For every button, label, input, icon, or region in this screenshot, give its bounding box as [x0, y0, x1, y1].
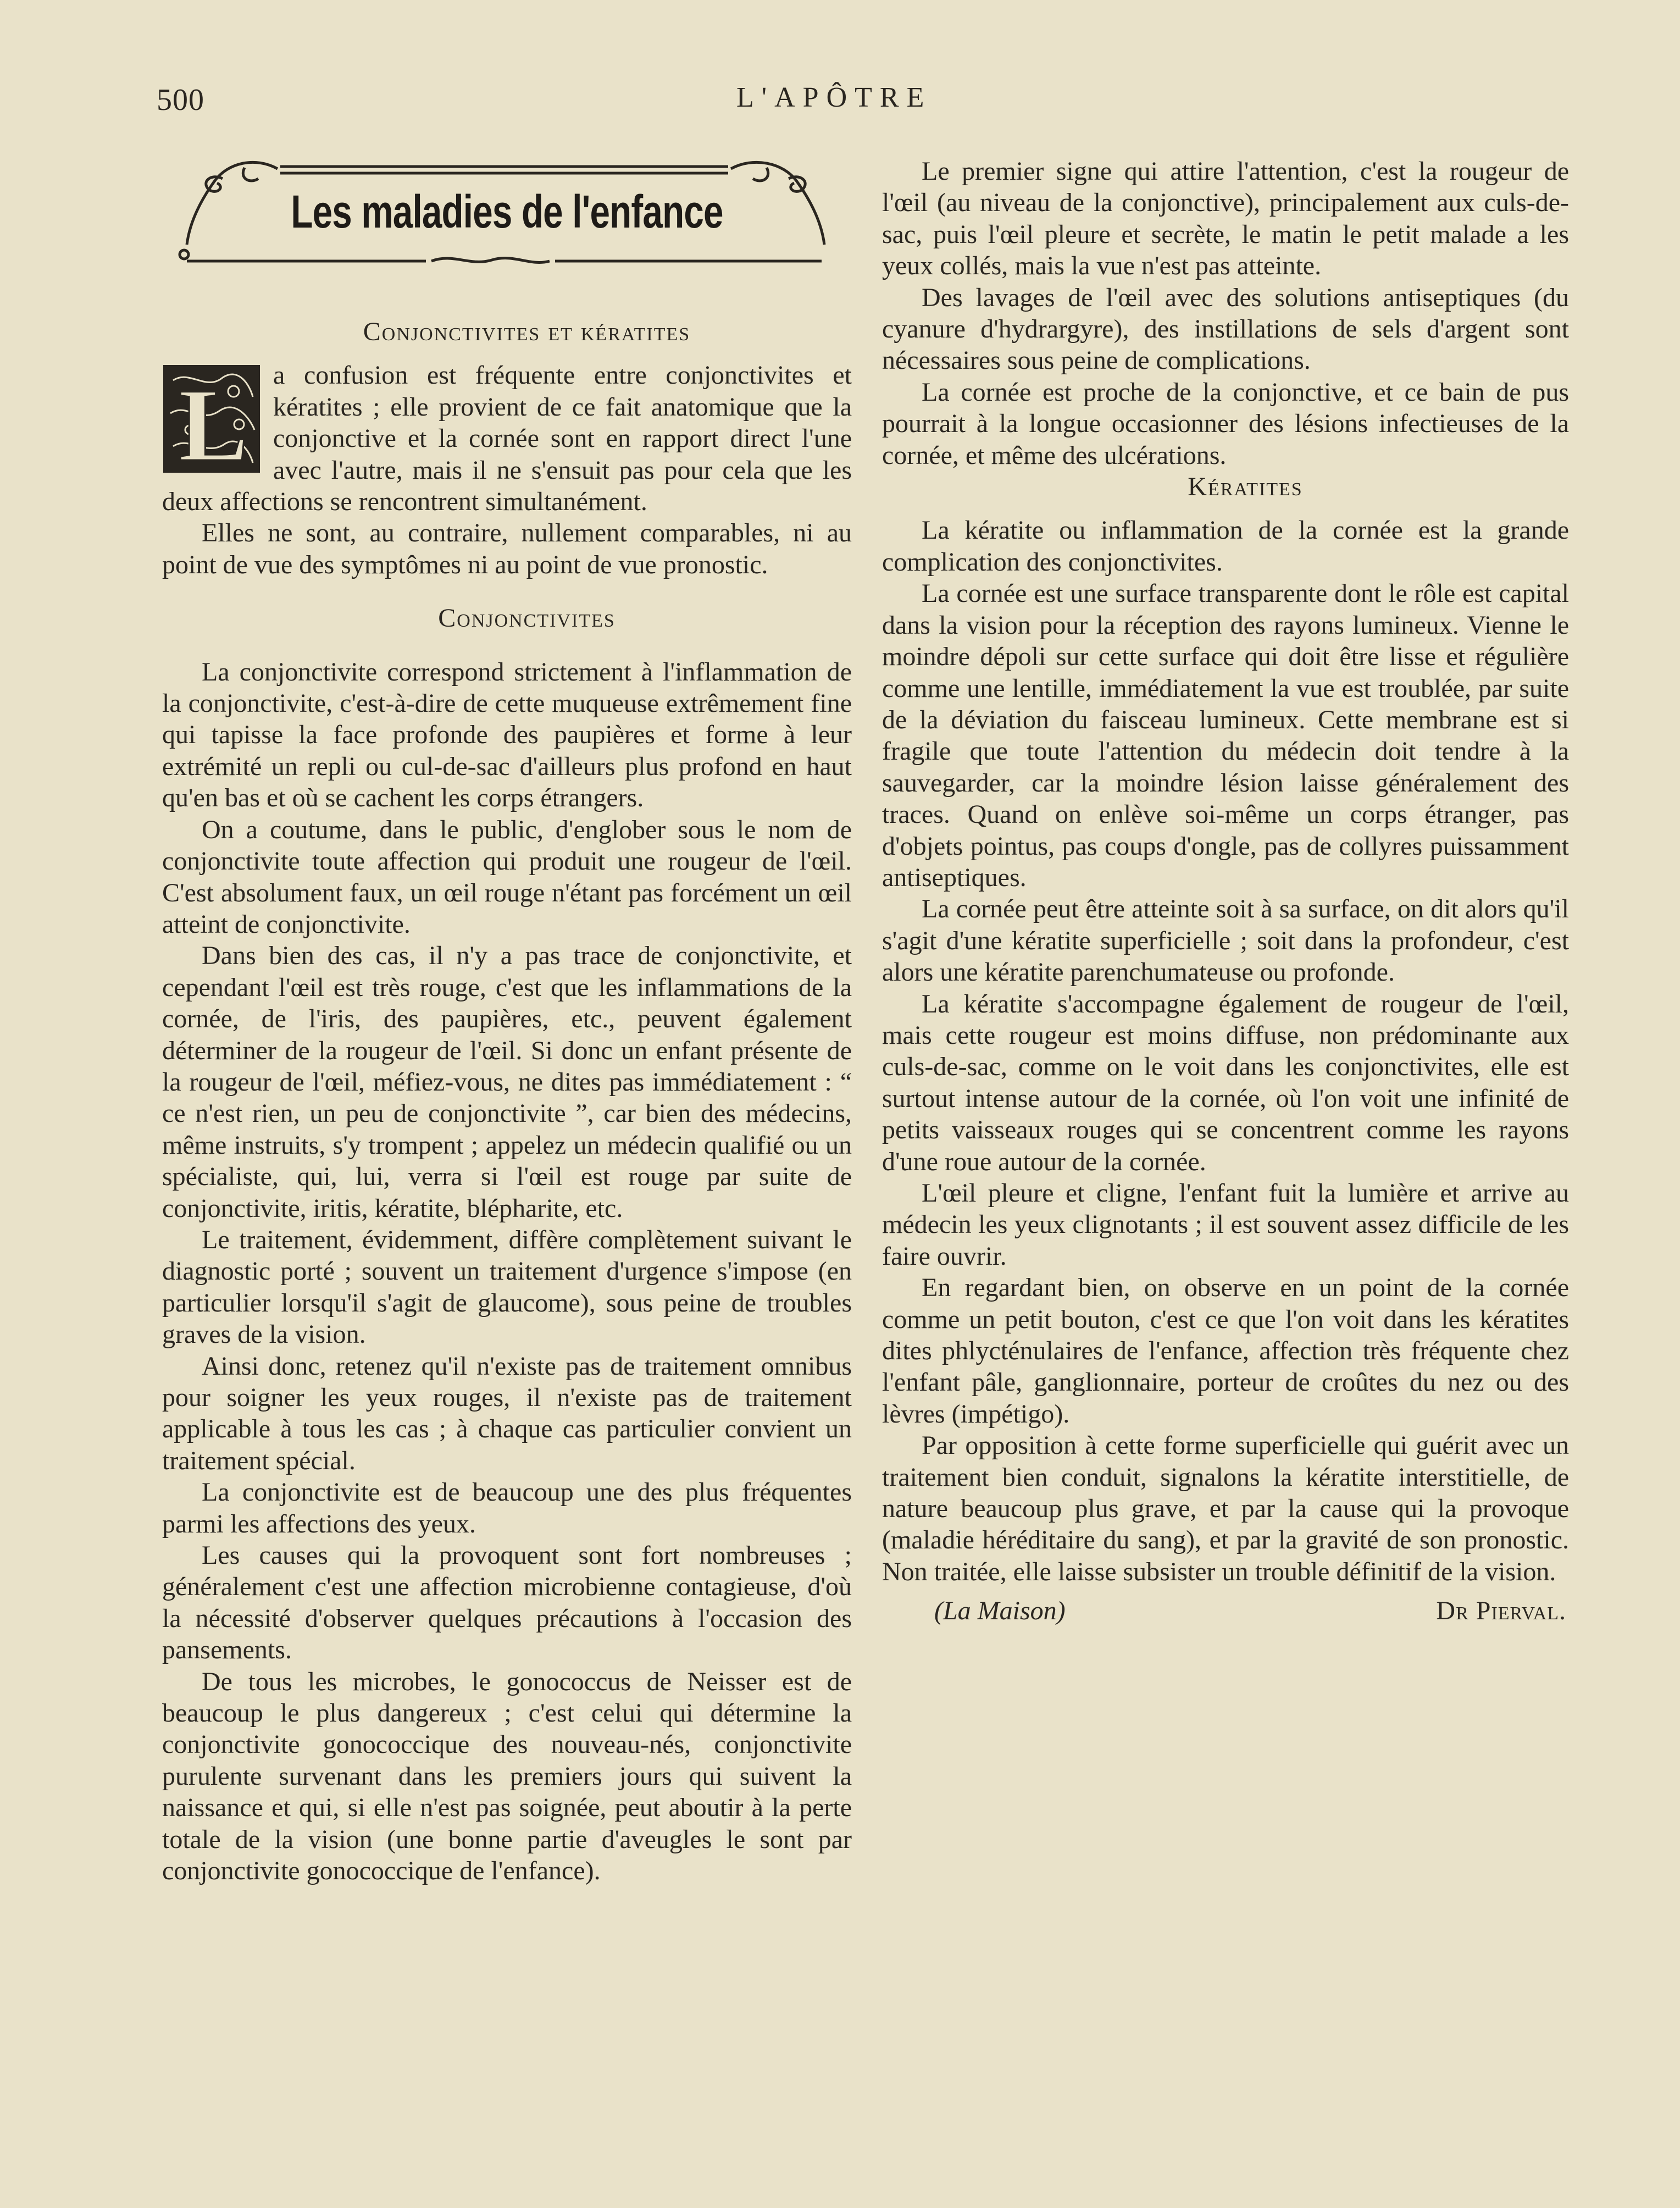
signature-row	[882, 1595, 1569, 1626]
dropcap-letter: L	[179, 368, 248, 474]
paragraph: La cornée peut être atteinte soit à sa surface, on dit alors qu'il s'agit d'une kératite superficielle ; soit dans la profondeur, c'est alors une kératite parenchumateuse ou profonde.	[882, 894, 1569, 987]
paragraph: L'œil pleure et cligne, l'enfant fuit la lumière et arrive au médecin les yeux clignotants ; il est souvent assez difficile de les faire ouvrir.	[882, 1178, 1569, 1271]
paragraph: Le premier signe qui attire l'attention, c'est la rougeur de l'œil (au niveau de la conjonctive), principalement aux culs-de-sac, puis l'œil pleure et secrète, le matin le petit malade a les yeux collés, mais la vue n'est pas atteinte.	[882, 157, 1569, 281]
paragraph: En regardant bien, on observe en un point de la cornée comme un petit bouton, c'est ce que l'on voit dans les kératites dites phlycténulaires de l'enfance, affection très fréquente chez l'enfant pâle, ganglionnaire, porteur de croûtes du nez ou des lèvres (impétigo).	[882, 1273, 1569, 1429]
dropcap-l-ornament	[162, 364, 261, 474]
paragraph: La conjonctivite correspond strictement à l'inflammation de la conjonctivite, c'est-à-dire de cette muqueuse extrêmement fine qui tapisse la face profonde des paupières et forme à leur extrémité un repli ou cul-de-sac d'ailleurs plus profond en haut qu'en bas et où se cachent les corps étrangers.	[162, 657, 852, 813]
paragraph: On a coutume, dans le public, d'englober sous le nom de conjonctivite toute affection qui produit une rougeur de l'œil. C'est absolument faux, un œil rouge n'étant pas forcément un œil atteint de conjonctivite.	[162, 815, 852, 939]
left-column	[162, 157, 852, 1887]
source-citation: (La Maison)	[934, 1596, 1066, 1626]
paragraph: De tous les microbes, le gonococcus de Neisser est de beaucoup le plus dangereux ; c'est celui qui détermine la conjonctivite gonococcique des nouveau-nés, conjonctivite purulente survenant dans les premiers jours qui suivent la naissance et qui, si elle n'est pas soignée, peut aboutir à la perte totale de la vision (une bonne partie d'aveugles le sont par conjonctivite gonococcique de l'enfance).	[162, 1667, 852, 1886]
paragraph: La cornée est proche de la conjonctive, et ce bain de pus pourrait à la longue occasionner des lésions infectieuses de la cornée, et même des ulcérations.	[882, 377, 1569, 470]
paragraph: Dans bien des cas, il n'y a pas trace de conjonctivite, et cependant l'œil est très rouge, c'est que les inflammations de la cornée, de l'iris, des paupières, etc., peuvent également déterminer de la rougeur de l'œil. Si donc un enfant présente de la rougeur de l'œil, méfiez-vous, ne dites pas immédiatement : “ ce n'est rien, un peu de conjonctivite ”, car bien des médecins, même instruits, s'y trompent ; appelez un médecin qualifié ou un spécialiste, qui, lui, verra si l'œil est rouge par suite de conjonctivite, iritis, kératite, blépharite, etc.	[162, 941, 852, 1223]
paragraph: Des lavages de l'œil avec des solutions antiseptiques (du cyanure d'hydrargyre), des instillations de sels d'argent sont nécessaires sous peine de complications.	[882, 283, 1569, 375]
section-heading-kerat: Kératites	[1188, 472, 1303, 502]
paragraph: Les causes qui la provoquent sont fort nombreuses ; généralement c'est une affection microbienne contagieuse, d'où la nécessité d'observer quelques précautions à l'occasion des pansements.	[162, 1541, 852, 1665]
section-heading-conj: Conjonctivites	[438, 604, 616, 633]
article-title: Les maladies de l'enfance	[291, 186, 723, 237]
running-title: L'APÔTRE	[736, 82, 932, 113]
right-column	[882, 156, 1569, 1627]
page-number: 500	[157, 83, 204, 117]
section-heading-conj-kerat: Conjonctivites et kératites	[363, 317, 691, 346]
paragraph: La cornée est une surface transparente dont le rôle est capital dans la vision pour la réception des rayons lumineux. Vienne le moindre dépoli sur cette surface qui doit être lisse et régulière comme une lentille, immédiatement la vue est troublée, par suite de la déviation du faisceau lumineux. Cette membrane est si fragile que toute l'attention du médecin doit tendre à la sauvegarder, car la moindre lésion laisse généralement des traces. Quand on enlève soi-même un corps étranger, pas d'objets pointus, pas coups d'ongle, pas de collyres puissamment antiseptiques.	[882, 579, 1569, 892]
paragraph: La kératite ou inflammation de la cornée est la grande complication des conjonctivites.	[882, 516, 1569, 577]
title-ornament-box	[162, 157, 852, 316]
author-signature: Dr Pierval.	[1436, 1596, 1566, 1626]
paragraph: a confusion est fréquente entre conjonctivites et kératites ; elle provient de ce fait anatomique que la conjonctive et la cornée sont en rapport direct l'une avec l'autre, mais il ne s'ensuit pas pour cela que les deux affections se rencontrent simultanément.	[162, 361, 852, 517]
paragraph: Ainsi donc, retenez qu'il n'existe pas de traitement omnibus pour soigner les yeux rouges, il n'existe pas de traitement applicable à tous les cas ; à chaque cas particulier convient un traitement spécial.	[162, 1351, 852, 1475]
paragraph: Elles ne sont, au contraire, nullement comparables, ni au point de vue des symptômes ni au point de vue pronostic.	[162, 518, 852, 579]
paragraph: La conjonctivite est de beaucoup une des plus fréquentes parmi les affections des yeux.	[162, 1477, 852, 1539]
paragraph: Le traitement, évidemment, diffère complètement suivant le diagnostic porté ; souvent un traitement d'urgence s'impose (en particulier lorsqu'il s'agit de glaucome), sous peine de troubles graves de la vision.	[162, 1225, 852, 1349]
paragraph: Par opposition à cette forme superficielle qui guérit avec un traitement bien conduit, signalons la kératite interstitielle, de nature beaucoup plus grave, et par la cause qui la provoque (maladie héréditaire du sang), et par la gravité de son pronostic. Non traitée, elle laisse subsister un trouble définitif de la vision.	[882, 1431, 1569, 1586]
paragraph: La kératite s'accompagne également de rougeur de l'œil, mais cette rougeur est moins diffuse, non prédominante aux culs-de-sac, comme on le voit dans les conjonctivites, elle est surtout intense autour de la cornée, où l'on voit une infinité de petits vaisseaux rouges qui se concentrent comme les rayons d'une roue autour de la cornée.	[882, 989, 1569, 1176]
